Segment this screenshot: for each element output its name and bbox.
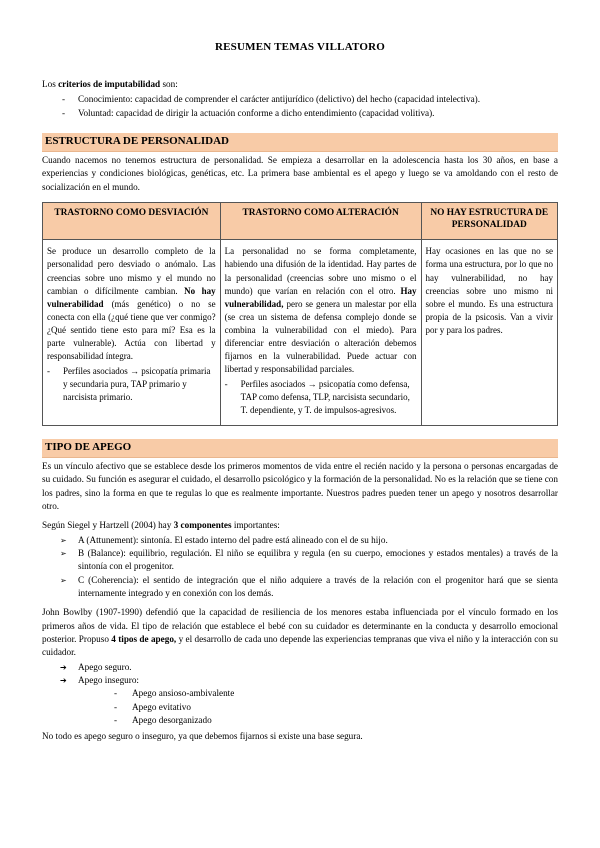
table-cell-alteracion [220, 240, 421, 426]
list-item: - Conocimiento: capacidad de comprender el carácter antijurídico (delictivo) del hecho (capacidad intelectiva). [62, 93, 558, 106]
subtipos-list [78, 687, 558, 727]
bowlby-bold: 4 tipos de apego, [111, 634, 177, 645]
closing-paragraph: No todo es apego seguro o inseguro, ya que debemos fijarnos si existe una base segura. [42, 730, 363, 741]
list-item: ➢ A (Attunement): sintonía. El estado interno del padre está alineado con el de su hijo. [60, 534, 558, 547]
table-header-desviacion: TRASTORNO COMO DESVIACIÓN [43, 202, 221, 240]
imputabilidad-intro [42, 78, 558, 91]
list-item: - Apego desorganizado [114, 714, 558, 727]
cell-text: La personalidad no se forma completamente, habiendo una difusión de la identidad. Hay partes de la personalidad (creencias sobre uno mismo o el mundo) que varían en relación con el otro. [224, 246, 417, 296]
intro-suffix: son: [160, 78, 178, 89]
list-item: ➢ B (Balance): equilibrio, regulación. El niño se equilibra y regula (en su cuerpo, emociones y estados mentales) a través de la sintonía con el progenitor. [60, 547, 558, 574]
intro-bold: criterios de imputabilidad [58, 78, 161, 89]
list-item: - Perfiles asociados → psicopatía primaria y secundaria pura, TAP primario y narcisista primario. [47, 365, 216, 404]
cell-list [225, 378, 417, 417]
bowlby-paragraph [42, 606, 558, 659]
list-item: - Apego evitativo [114, 701, 558, 714]
table-cell-no-estructura: Hay ocasiones en las que no se forma una estructura, por lo que no hay vulnerabilidad, no hay creencias sobre uno mismo ni sobre el mundo. Es una estructura propia de la psicosis. Van a vivir por y para los padres. [421, 240, 557, 426]
cell-text: pero se genera un malestar por ella (se crea un sistema de defensa complejo donde se combina la vulnerabilidad con el miedo). Para diferenciar entre desviación o alteración debemos fijarnos en la vulnerabilidad. Puede actuar con libertad y responsabilidad parciales. [224, 298, 417, 374]
cell-bold: No hay vulnerabilidad [47, 285, 216, 309]
list-item: ➔ Apego seguro. [60, 661, 558, 674]
siegel-bold: 3 componentes [173, 520, 232, 531]
siegel-intro [42, 519, 558, 532]
section-heading-apego: TIPO DE APEGO [42, 439, 558, 458]
apego-paragraph: Es un vínculo afectivo que se establece desde los primeros momentos de vida entre el recién nacido y la persona o personas encargadas de su cuidado. Su función es asegurar el cuidado, el desarrollo psicológico y la formación de la personalidad. No es la relación que se tiene con los padres, sino la forma en que te regulas lo que es realmente importante. Nuestros padres pueden tener un apego y nosotros desarrollar otro. [42, 460, 558, 512]
cell-list [47, 365, 216, 404]
section-heading-personalidad: ESTRUCTURA DE PERSONALIDAD [42, 133, 558, 152]
table-header-no-estructura: NO HAY ESTRUCTURA DE PERSONALIDAD [421, 202, 557, 240]
intro-prefix: Los [42, 78, 59, 89]
list-item: - Voluntad: capacidad de dirigir la actuación conforme a dicho entendimiento (capacidad volitiva). [62, 107, 558, 120]
componentes-list [42, 534, 558, 601]
cell-text: Se produce un desarrollo completo de la personalidad pero desviado o anómalo. Las creencias sobre uno mismo y el mundo no cambian o difícilmente cambian. [47, 246, 216, 296]
tipos-apego-list [42, 661, 558, 728]
list-item [60, 674, 558, 727]
table-cell-desviacion [43, 240, 221, 426]
cell-bold: Hay vulnerabilidad, [224, 285, 417, 309]
list-item: - Apego ansioso-ambivalente [114, 687, 558, 700]
list-item-label: Apego inseguro: [78, 675, 139, 686]
personalidad-paragraph: Cuando nacemos no tenemos estructura de personalidad. Se empieza a desarrollar en la adolescencia hasta los 30 años, en base a experiencias y condiciones biológicas, genéticas, etc. La primera base ambiental es el apego y luego se va amoldando con el resto de socialización en el mundo. [42, 154, 558, 192]
siegel-suffix: importantes: [231, 520, 280, 531]
list-item: ➢ C (Coherencia): el sentido de integración que el niño adquiere a través de la relación con el progenitor hará que se sienta internamente integrado y en conexión con los demás. [60, 574, 558, 601]
bowlby-text: John Bowlby (1907-1990) defendió que la capacidad de resiliencia de los menores estaba influenciada por el vínculo formado en los primeros años de vida. El tipo de relación que establece el bebé con su cuidador es determinante en la conducta y desarrollo emocional posterior. Propuso [42, 607, 558, 645]
document-title: RESUMEN TEMAS VILLATORO [214, 41, 386, 53]
personalidad-table [42, 202, 558, 426]
list-item: - Perfiles asociados → psicopatía como defensa, TAP como defensa, TLP, narcisista secundario, T. dependiente, y T. de impulsos-agresivos. [225, 378, 417, 417]
siegel-prefix: Según Siegel y Hartzell (2004) hay [42, 520, 174, 531]
table-header-alteracion: TRASTORNO COMO ALTERACIÓN [220, 202, 421, 240]
imputabilidad-list [42, 93, 558, 120]
cell-text: (más genético) o no se conecta con ella (¿qué tiene que ver conmigo? ¿Qué sentido tiene esto para mí? Esa es la parte vulnerable). Actúa con libertad y responsabilidad íntegra. [47, 298, 216, 361]
bowlby-text: y el desarrollo de cada uno depende las experiencias tempranas que viva el niño y la interacción con su cuidador. [42, 634, 558, 658]
